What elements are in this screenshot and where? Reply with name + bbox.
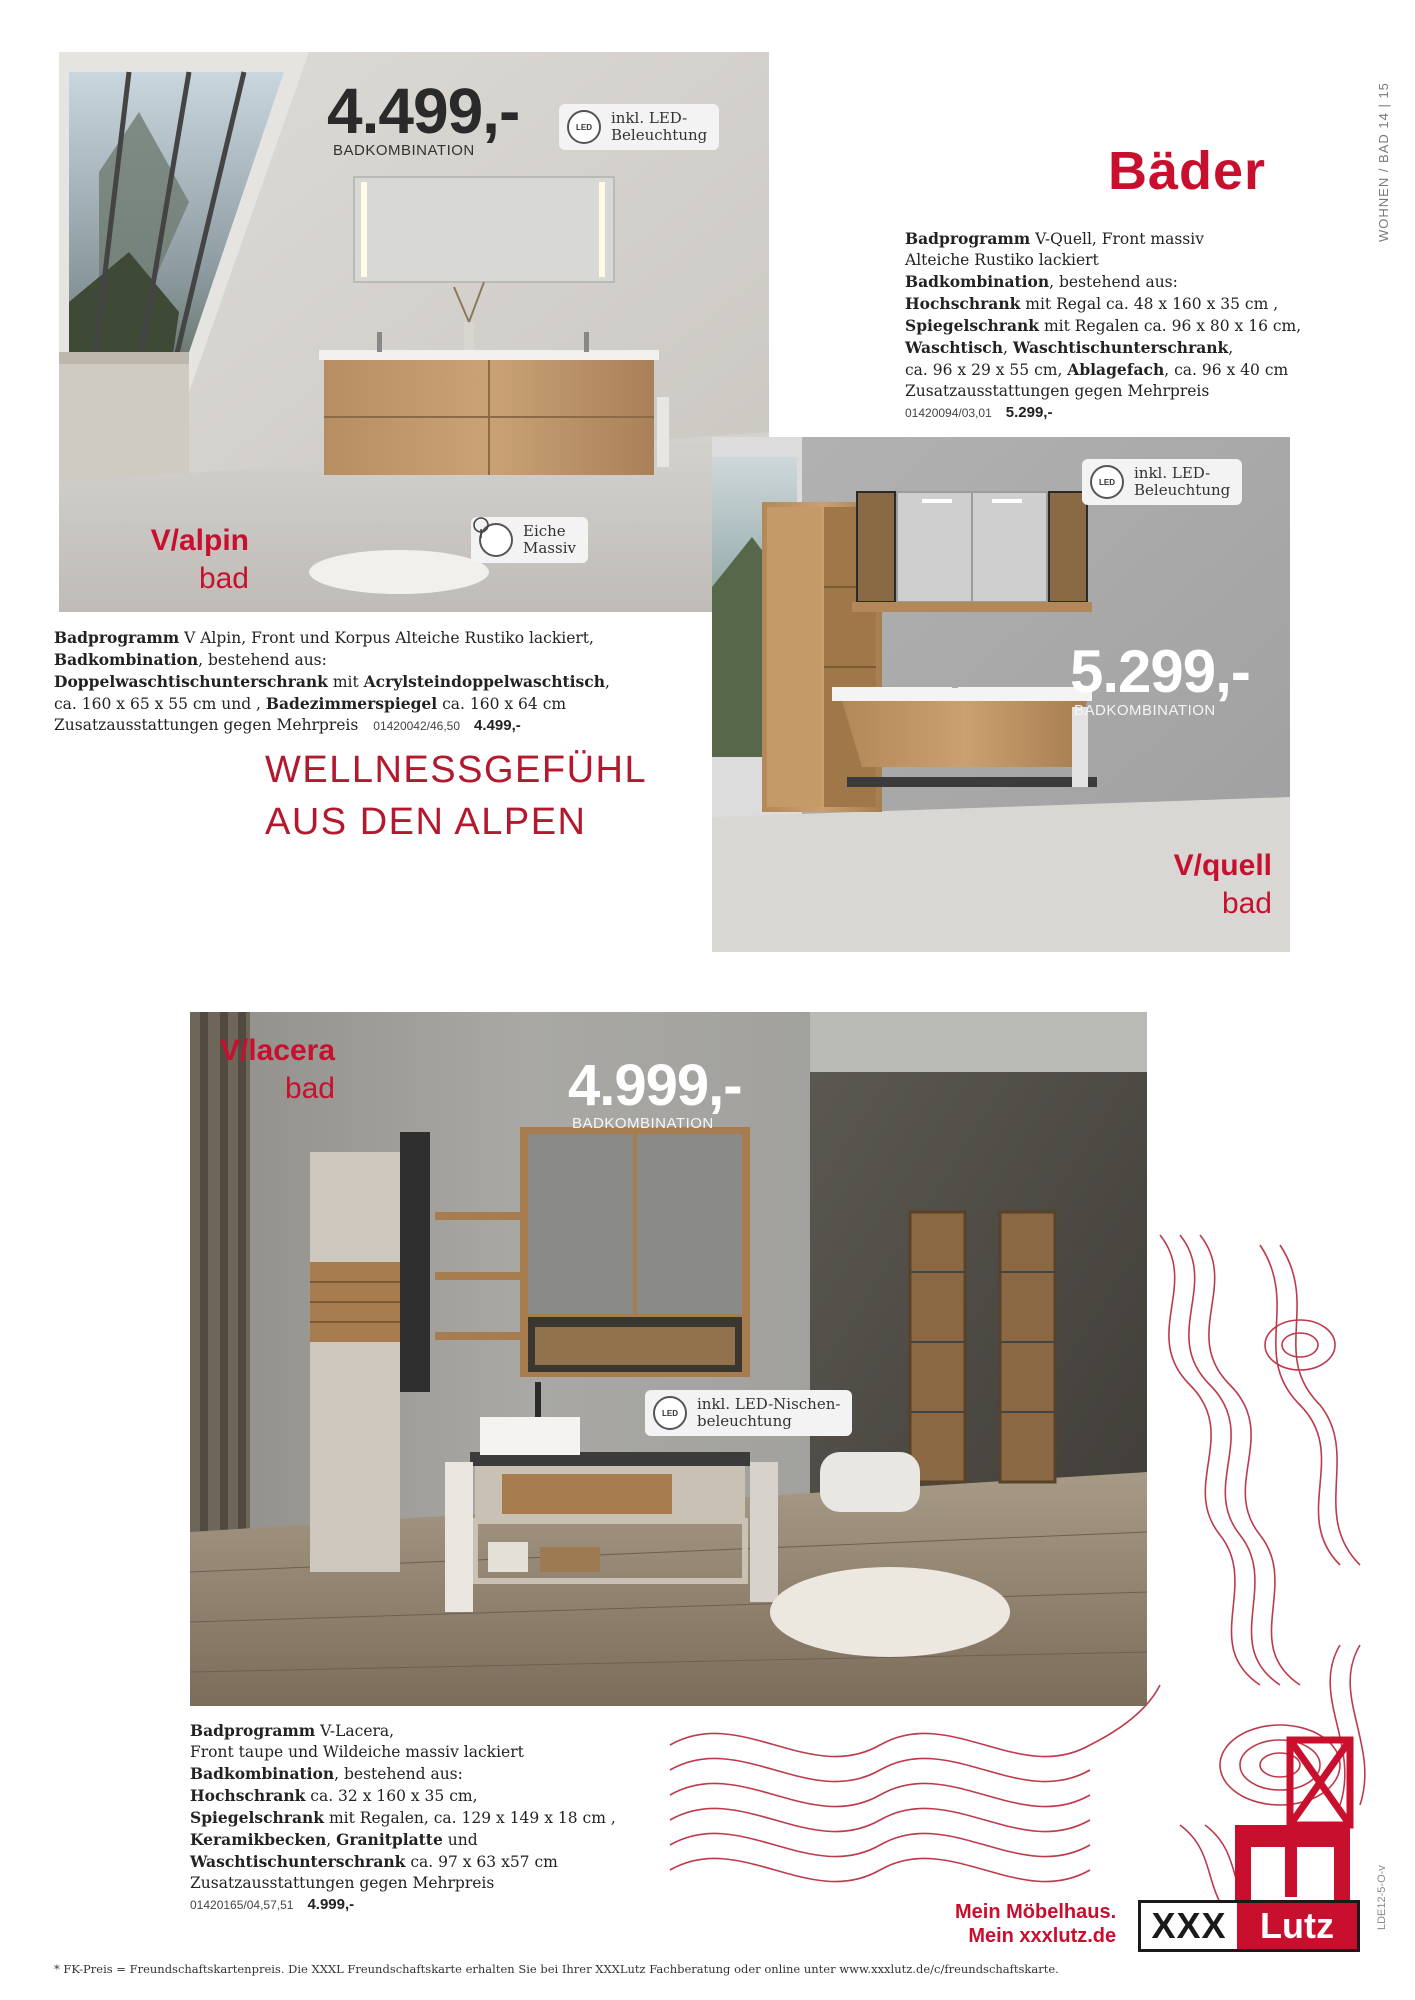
desc-text: mit Regal ca. 48 x 160 x 35 cm , (1020, 295, 1279, 313)
valpin-photo (59, 52, 769, 612)
desc-text: , bestehend aus: (198, 651, 327, 669)
badge-line: inkl. LED-Nischen- (697, 1395, 841, 1413)
tree-icon (479, 523, 513, 557)
desc-text: Zusatzausstattungen gegen Mehrpreis (54, 716, 359, 734)
desc-bold: Badkombination (190, 1764, 335, 1783)
brand-line1: V/lacera (219, 1034, 335, 1067)
vquell-price (1070, 638, 1250, 719)
article-code: 01420042/46,50 (373, 719, 461, 733)
tagline (265, 744, 647, 848)
section-title: Bäder (1108, 141, 1267, 201)
tagline-line1: WELLNESSGEFÜHL (265, 749, 648, 791)
logo-left: XXX (1151, 1905, 1227, 1946)
desc-bold: Keramikbecken (190, 1830, 327, 1849)
desc-bold: Spiegelschrank (190, 1808, 325, 1827)
brand-line1: V/quell (1173, 849, 1272, 882)
vlacera-price (568, 1053, 742, 1132)
desc-text: , ca. 96 x 40 cm (1164, 361, 1289, 379)
tagline-line2: AUS DEN ALPEN (265, 801, 587, 843)
vlacera-led-badge (645, 1390, 852, 1436)
desc-bold: Waschtischunterschrank (190, 1852, 406, 1871)
desc-bold: Badezimmerspiegel (265, 694, 438, 713)
desc-bold: Hochschrank (905, 294, 1021, 313)
led-bulb-icon: LED (567, 110, 601, 144)
brand-line2: bad (284, 1072, 335, 1105)
badge-line: Beleuchtung (611, 126, 708, 144)
valpin-brand (99, 522, 249, 598)
desc-text: und (442, 1831, 478, 1849)
vlacera-description (190, 1720, 690, 1916)
motto-line2[interactable]: Mein xxxlutz.de (968, 1925, 1117, 1947)
vquell-price-value: 5.299,- (1070, 638, 1250, 705)
desc-text: Front taupe und Wildeiche massiv lackiert (190, 1743, 524, 1761)
desc-bold: Granitplatte (336, 1830, 443, 1849)
desc-text: ca. 160 x 64 cm (437, 695, 567, 713)
article-price: 5.299,- (1005, 404, 1053, 421)
led-bulb-icon: LED (1090, 465, 1124, 499)
desc-bold: Badkombination (905, 272, 1050, 291)
badge-line: beleuchtung (697, 1412, 792, 1430)
desc-text: , (604, 673, 610, 691)
desc-bold: Badprogramm (905, 229, 1031, 248)
vquell-price-label: BADKOMBINATION (1074, 702, 1216, 719)
led-bulb-icon: LED (653, 1396, 687, 1430)
catalog-code: LDE12-5-O-v (1376, 1865, 1388, 1930)
desc-text: V Alpin, Front und Korpus Alteiche Rustiko lackiert, (179, 629, 594, 647)
brand-motto (955, 1900, 1116, 1948)
brand-line2: bad (198, 562, 249, 595)
badge-line: inkl. LED- (611, 109, 688, 127)
article-code: 01420165/04,57,51 (190, 1898, 294, 1912)
desc-text: ca. 32 x 160 x 35 cm, (305, 1787, 478, 1805)
badge-line: Beleuchtung (1134, 481, 1231, 499)
valpin-description (54, 627, 654, 737)
desc-bold: Badprogramm (54, 628, 180, 647)
chair-logo-icon (1230, 1735, 1360, 1910)
desc-bold: Badkombination (54, 650, 199, 669)
logo-right: Lutz (1237, 1903, 1357, 1949)
desc-bold: Acrylsteindoppelwaschtisch (363, 672, 605, 691)
desc-bold: Waschtisch (905, 338, 1004, 357)
vlacera-photo (190, 1012, 1147, 1706)
motto-line1: Mein Möbelhaus. (955, 1901, 1117, 1923)
vquell-photo (712, 437, 1290, 952)
desc-bold: Badprogramm (190, 1721, 316, 1740)
desc-text: , (326, 1831, 337, 1849)
badge-line: Massiv (523, 539, 576, 557)
article-code: 01420094/03,01 (905, 406, 992, 420)
desc-bold: Ablagefach (1067, 360, 1165, 379)
desc-text: ca. 160 x 65 x 55 cm und , (54, 695, 266, 713)
xxxlutz-logo (1138, 1900, 1360, 1952)
article-price: 4.499,- (474, 717, 521, 734)
desc-bold: Waschtischunterschrank (1012, 338, 1229, 357)
desc-text: V-Quell, Front massiv (1030, 230, 1204, 248)
valpin-wood-badge (471, 517, 588, 563)
desc-text: V-Lacera, (315, 1722, 395, 1740)
valpin-price (327, 75, 520, 159)
valpin-price-label: BADKOMBINATION (333, 142, 475, 159)
desc-text: Alteiche Rustiko lackiert (905, 251, 1099, 269)
desc-bold: Spiegelschrank (905, 316, 1040, 335)
vquell-description (905, 228, 1305, 424)
desc-text: , (1228, 339, 1234, 357)
badge-line: inkl. LED- (1134, 464, 1211, 482)
page-section-label: WOHNEN / BAD 14 | 15 (1376, 82, 1391, 242)
desc-text: Zusatzausstattungen gegen Mehrpreis (190, 1874, 495, 1892)
desc-bold: Hochschrank (190, 1786, 306, 1805)
badge-line: Eiche (523, 522, 566, 540)
desc-text: mit Regalen ca. 96 x 80 x 16 cm, (1039, 317, 1302, 335)
desc-text: ca. 97 x 63 x57 cm (405, 1853, 558, 1871)
desc-text: mit (327, 673, 364, 691)
desc-text: , bestehend aus: (334, 1765, 463, 1783)
vlacera-price-label: BADKOMBINATION (572, 1115, 714, 1132)
desc-text: ca. 96 x 29 x 55 cm, (905, 361, 1068, 379)
article-price: 4.999,- (307, 1896, 355, 1913)
vquell-brand (1092, 847, 1272, 923)
desc-text: , (1003, 339, 1013, 357)
brand-line1: V/alpin (150, 524, 249, 557)
vlacera-brand (195, 1032, 335, 1108)
vquell-led-badge (1082, 459, 1242, 505)
desc-text: mit Regalen, ca. 129 x 149 x 18 cm , (324, 1809, 616, 1827)
footnote: * FK-Preis = Freundschaftskartenpreis. Die XXXL Freundschaftskarte erhalten Sie bei Ihrer XXXLutz Fachberatung oder online unter www.xxxlutz.de/c/freundschaftskarte. (54, 1962, 1059, 1976)
desc-text: , bestehend aus: (1049, 273, 1178, 291)
valpin-led-badge (559, 104, 719, 150)
vlacera-price-value: 4.999,- (568, 1053, 742, 1118)
valpin-price-value: 4.499,- (327, 75, 520, 147)
brand-line2: bad (1221, 887, 1272, 920)
desc-text: Zusatzausstattungen gegen Mehrpreis (905, 382, 1210, 400)
desc-bold: Doppelwaschtischunterschrank (54, 672, 328, 691)
